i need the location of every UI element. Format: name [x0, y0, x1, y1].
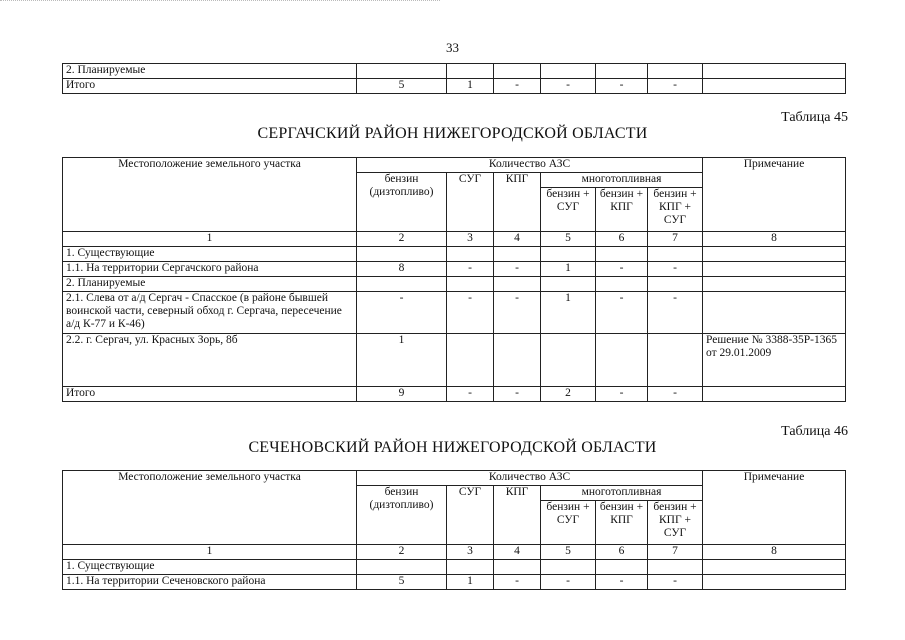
table-row [63, 387, 846, 402]
count-cell [357, 277, 447, 292]
page-number: 33 [446, 40, 459, 55]
note-cell [703, 64, 846, 79]
header-location: Местоположение земельного участка [63, 158, 357, 232]
table-row [63, 292, 846, 334]
table-row [63, 575, 846, 590]
note-cell [703, 560, 846, 575]
stations-table [62, 157, 846, 402]
note-cell [703, 247, 846, 262]
header-count: Количество АЗС [357, 158, 703, 173]
col-num: 1 [63, 232, 357, 247]
count-cell: - [494, 292, 541, 334]
count-cell [357, 64, 447, 79]
col-num: 6 [596, 232, 648, 247]
col-num: 3 [447, 232, 494, 247]
col-num: 8 [703, 545, 846, 560]
count-cell [357, 247, 447, 262]
count-cell [541, 334, 596, 387]
header-benzin: бензин (дизтопливо) [357, 173, 447, 232]
table-row [63, 334, 846, 387]
count-cell: - [541, 575, 596, 590]
count-cell [596, 247, 648, 262]
table-row [63, 560, 846, 575]
table-row [63, 262, 846, 277]
count-cell: 9 [357, 387, 447, 402]
header-kpg: КПГ [494, 486, 541, 545]
header-m2: бензин + КПГ [596, 501, 648, 545]
header-m3: бензин + КПГ + СУГ [648, 501, 703, 545]
col-num: 7 [648, 232, 703, 247]
count-cell [648, 277, 703, 292]
count-cell: 8 [357, 262, 447, 277]
header-m1: бензин + СУГ [541, 188, 596, 232]
header-multi: многотопливная [541, 486, 703, 501]
count-cell: 1 [541, 292, 596, 334]
count-cell: 5 [357, 79, 447, 94]
col-num: 3 [447, 545, 494, 560]
col-num: 4 [494, 232, 541, 247]
table-row [63, 64, 846, 79]
header-benzin: бензин (дизтопливо) [357, 486, 447, 545]
note-cell [703, 79, 846, 94]
count-cell [541, 277, 596, 292]
count-cell [596, 334, 648, 387]
note-cell [703, 262, 846, 277]
count-cell: 1 [541, 262, 596, 277]
col-num: 4 [494, 545, 541, 560]
col-num: 5 [541, 545, 596, 560]
count-cell [494, 64, 541, 79]
count-cell: - [648, 387, 703, 402]
note-cell [703, 387, 846, 402]
count-cell [447, 64, 494, 79]
count-cell: - [596, 79, 648, 94]
table-label: Таблица 45 [781, 110, 848, 125]
count-cell [648, 334, 703, 387]
row-label-cell: 1.1. На территории Сеченовского района [63, 575, 357, 590]
col-num: 2 [357, 545, 447, 560]
count-cell [494, 334, 541, 387]
count-cell [357, 560, 447, 575]
count-cell: - [447, 387, 494, 402]
stations-table [62, 470, 846, 590]
count-cell [596, 277, 648, 292]
count-cell: 2 [541, 387, 596, 402]
col-num: 8 [703, 232, 846, 247]
count-cell: - [596, 292, 648, 334]
section-title: СЕЧЕНОВСКИЙ РАЙОН НИЖЕГОРОДСКОЙ ОБЛАСТИ [248, 439, 657, 456]
count-cell: - [494, 387, 541, 402]
note-cell [703, 277, 846, 292]
count-cell: 5 [357, 575, 447, 590]
count-cell [447, 247, 494, 262]
col-num: 7 [648, 545, 703, 560]
col-num: 1 [63, 545, 357, 560]
scan-artifact [0, 0, 440, 4]
header-note: Примечание [703, 158, 846, 232]
header-m2: бензин + КПГ [596, 188, 648, 232]
count-cell: - [541, 79, 596, 94]
count-cell: 1 [357, 334, 447, 387]
count-cell: - [494, 575, 541, 590]
count-cell: - [494, 79, 541, 94]
count-cell: - [596, 387, 648, 402]
note-cell [703, 292, 846, 334]
count-cell [648, 64, 703, 79]
header-note: Примечание [703, 471, 846, 545]
header-kpg: КПГ [494, 173, 541, 232]
count-cell: 1 [447, 79, 494, 94]
section-title: СЕРГАЧСКИЙ РАЙОН НИЖЕГОРОДСКОЙ ОБЛАСТИ [257, 125, 648, 142]
count-cell [494, 247, 541, 262]
col-num: 5 [541, 232, 596, 247]
count-cell: - [648, 292, 703, 334]
count-cell [447, 277, 494, 292]
table-label: Таблица 46 [781, 424, 848, 439]
header-m1: бензин + СУГ [541, 501, 596, 545]
count-cell [541, 247, 596, 262]
count-cell [447, 560, 494, 575]
count-cell [494, 277, 541, 292]
row-label-cell: Итого [63, 387, 357, 402]
count-cell [648, 247, 703, 262]
note-cell [703, 575, 846, 590]
row-label-cell: 2. Планируемые [63, 277, 357, 292]
count-cell [541, 560, 596, 575]
count-cell: - [596, 262, 648, 277]
row-label-cell: 2. Планируемые [63, 64, 357, 79]
table-row [63, 277, 846, 292]
count-cell: - [648, 262, 703, 277]
count-cell [541, 64, 596, 79]
count-cell [648, 560, 703, 575]
header-sug: СУГ [447, 173, 494, 232]
row-label-cell: 1. Существующие [63, 560, 357, 575]
continuation-table [62, 63, 846, 94]
col-num: 6 [596, 545, 648, 560]
col-num: 2 [357, 232, 447, 247]
row-label-cell: Итого [63, 79, 357, 94]
header-location: Местоположение земельного участка [63, 471, 357, 545]
header-multi: многотопливная [541, 173, 703, 188]
table-row [63, 247, 846, 262]
table-row [63, 79, 846, 94]
row-label-cell: 1.1. На территории Сергачского района [63, 262, 357, 277]
count-cell: - [447, 262, 494, 277]
header-m3: бензин + КПГ + СУГ [648, 188, 703, 232]
row-label-cell: 2.1. Слева от а/д Сергач - Спасское (в районе бывшей воинской части, северный обход г. Сергача, пересечение а/д К-77 и К-46) [63, 292, 357, 334]
row-label-cell: 1. Существующие [63, 247, 357, 262]
count-cell: - [648, 575, 703, 590]
count-cell: - [357, 292, 447, 334]
count-cell [596, 64, 648, 79]
row-label-cell: 2.2. г. Сергач, ул. Красных Зорь, 8б [63, 334, 357, 387]
header-sug: СУГ [447, 486, 494, 545]
count-cell [596, 560, 648, 575]
count-cell [494, 560, 541, 575]
count-cell: - [648, 79, 703, 94]
header-count: Количество АЗС [357, 471, 703, 486]
count-cell: - [494, 262, 541, 277]
note-cell: Решение № 3388-35Р-1365 от 29.01.2009 [703, 334, 846, 387]
count-cell [447, 334, 494, 387]
count-cell: - [447, 292, 494, 334]
count-cell: 1 [447, 575, 494, 590]
count-cell: - [596, 575, 648, 590]
